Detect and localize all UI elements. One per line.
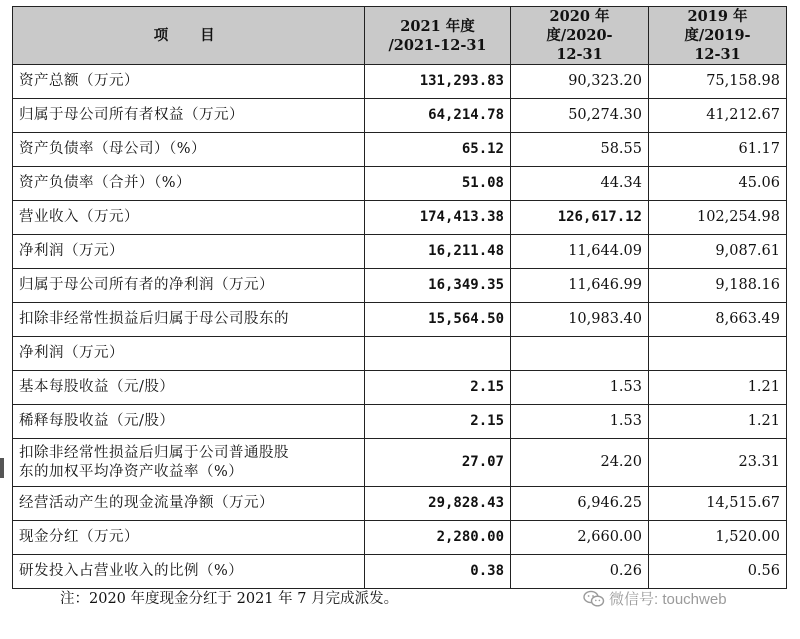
value-2021: 16,349.35 [365,269,511,303]
left-edge-mark [0,458,4,478]
table-row [13,487,787,521]
value-2020: 44.34 [511,167,649,201]
value-2020: 24.20 [511,439,649,487]
value-2021: 16,211.48 [365,235,511,269]
value-2020: 6,946.25 [511,487,649,521]
row-label: 基本每股收益（元/股） [13,371,365,405]
row-label: 资产负债率（合并）（%） [13,167,365,201]
value-2020: 1.53 [511,405,649,439]
value-2019: 1.21 [649,405,787,439]
value-2019: 41,212.67 [649,99,787,133]
value-2021: 65.12 [365,133,511,167]
value-2021: 29,828.43 [365,487,511,521]
value-2019: 61.17 [649,133,787,167]
row-label: 现金分红（万元） [13,521,365,555]
value-2019: 9,188.16 [649,269,787,303]
value-2020: 90,323.20 [511,65,649,99]
value-2021: 2.15 [365,405,511,439]
wechat-icon [583,590,605,608]
table-header-row [13,7,787,65]
value-2021: 15,564.50 [365,303,511,337]
value-2021: 0.38 [365,555,511,589]
value-2021: 174,413.38 [365,201,511,235]
header-item: 项 目 [13,7,365,65]
value-2020: 1.53 [511,371,649,405]
row-label: 经营活动产生的现金流量净额（万元） [13,487,365,521]
value-2021: 2.15 [365,371,511,405]
value-2019 [649,337,787,371]
table-row [13,201,787,235]
row-label: 营业收入（万元） [13,201,365,235]
value-2020: 50,274.30 [511,99,649,133]
value-2019: 102,254.98 [649,201,787,235]
financial-data-table [12,6,787,589]
row-label: 研发投入占营业收入的比例（%） [13,555,365,589]
row-label: 归属于母公司所有者权益（万元） [13,99,365,133]
row-label: 归属于母公司所有者的净利润（万元） [13,269,365,303]
value-2021: 2,280.00 [365,521,511,555]
header-2019: 2019 年度/2019- 12-31 [649,7,787,65]
row-label: 扣除非经常性损益后归属于母公司股东的 [13,303,365,337]
value-2020: 2,660.00 [511,521,649,555]
table-row [13,337,787,371]
value-2019: 1.21 [649,371,787,405]
row-label: 扣除非经常性损益后归属于公司普通股股 东的加权平均净资产收益率（%） [13,439,365,487]
table-row [13,99,787,133]
row-label: 稀释每股收益（元/股） [13,405,365,439]
table-row [13,555,787,589]
value-2021: 131,293.83 [365,65,511,99]
value-2019: 23.31 [649,439,787,487]
table-row [13,269,787,303]
table-row [13,439,787,487]
header-2020: 2020 年度/2020- 12-31 [511,7,649,65]
table-row [13,133,787,167]
value-2019: 14,515.67 [649,487,787,521]
value-2019: 9,087.61 [649,235,787,269]
value-2021: 51.08 [365,167,511,201]
row-label: 净利润（万元） [13,235,365,269]
value-2019: 1,520.00 [649,521,787,555]
row-label: 资产总额（万元） [13,65,365,99]
value-2019: 0.56 [649,555,787,589]
value-2019: 45.06 [649,167,787,201]
value-2019: 8,663.49 [649,303,787,337]
value-2020: 58.55 [511,133,649,167]
value-2020 [511,337,649,371]
header-2021: 2021 年度 /2021-12-31 [365,7,511,65]
table-body [13,65,787,589]
table-row [13,235,787,269]
table-row [13,167,787,201]
table-row [13,405,787,439]
row-label: 净利润（万元） [13,337,365,371]
watermark-text: 微信号: touchweb [609,591,727,608]
value-2020: 0.26 [511,555,649,589]
value-2020: 11,646.99 [511,269,649,303]
table-row [13,371,787,405]
value-2021: 64,214.78 [365,99,511,133]
row-label: 资产负债率（母公司）（%） [13,133,365,167]
value-2019: 75,158.98 [649,65,787,99]
value-2020: 126,617.12 [511,201,649,235]
wechat-watermark [583,588,727,609]
footnote: 注：2020 年度现金分红于 2021 年 7 月完成派发。 [60,591,399,607]
value-2021: 27.07 [365,439,511,487]
table-row [13,303,787,337]
value-2020: 11,644.09 [511,235,649,269]
table-row [13,521,787,555]
value-2021 [365,337,511,371]
value-2020: 10,983.40 [511,303,649,337]
table-row [13,65,787,99]
